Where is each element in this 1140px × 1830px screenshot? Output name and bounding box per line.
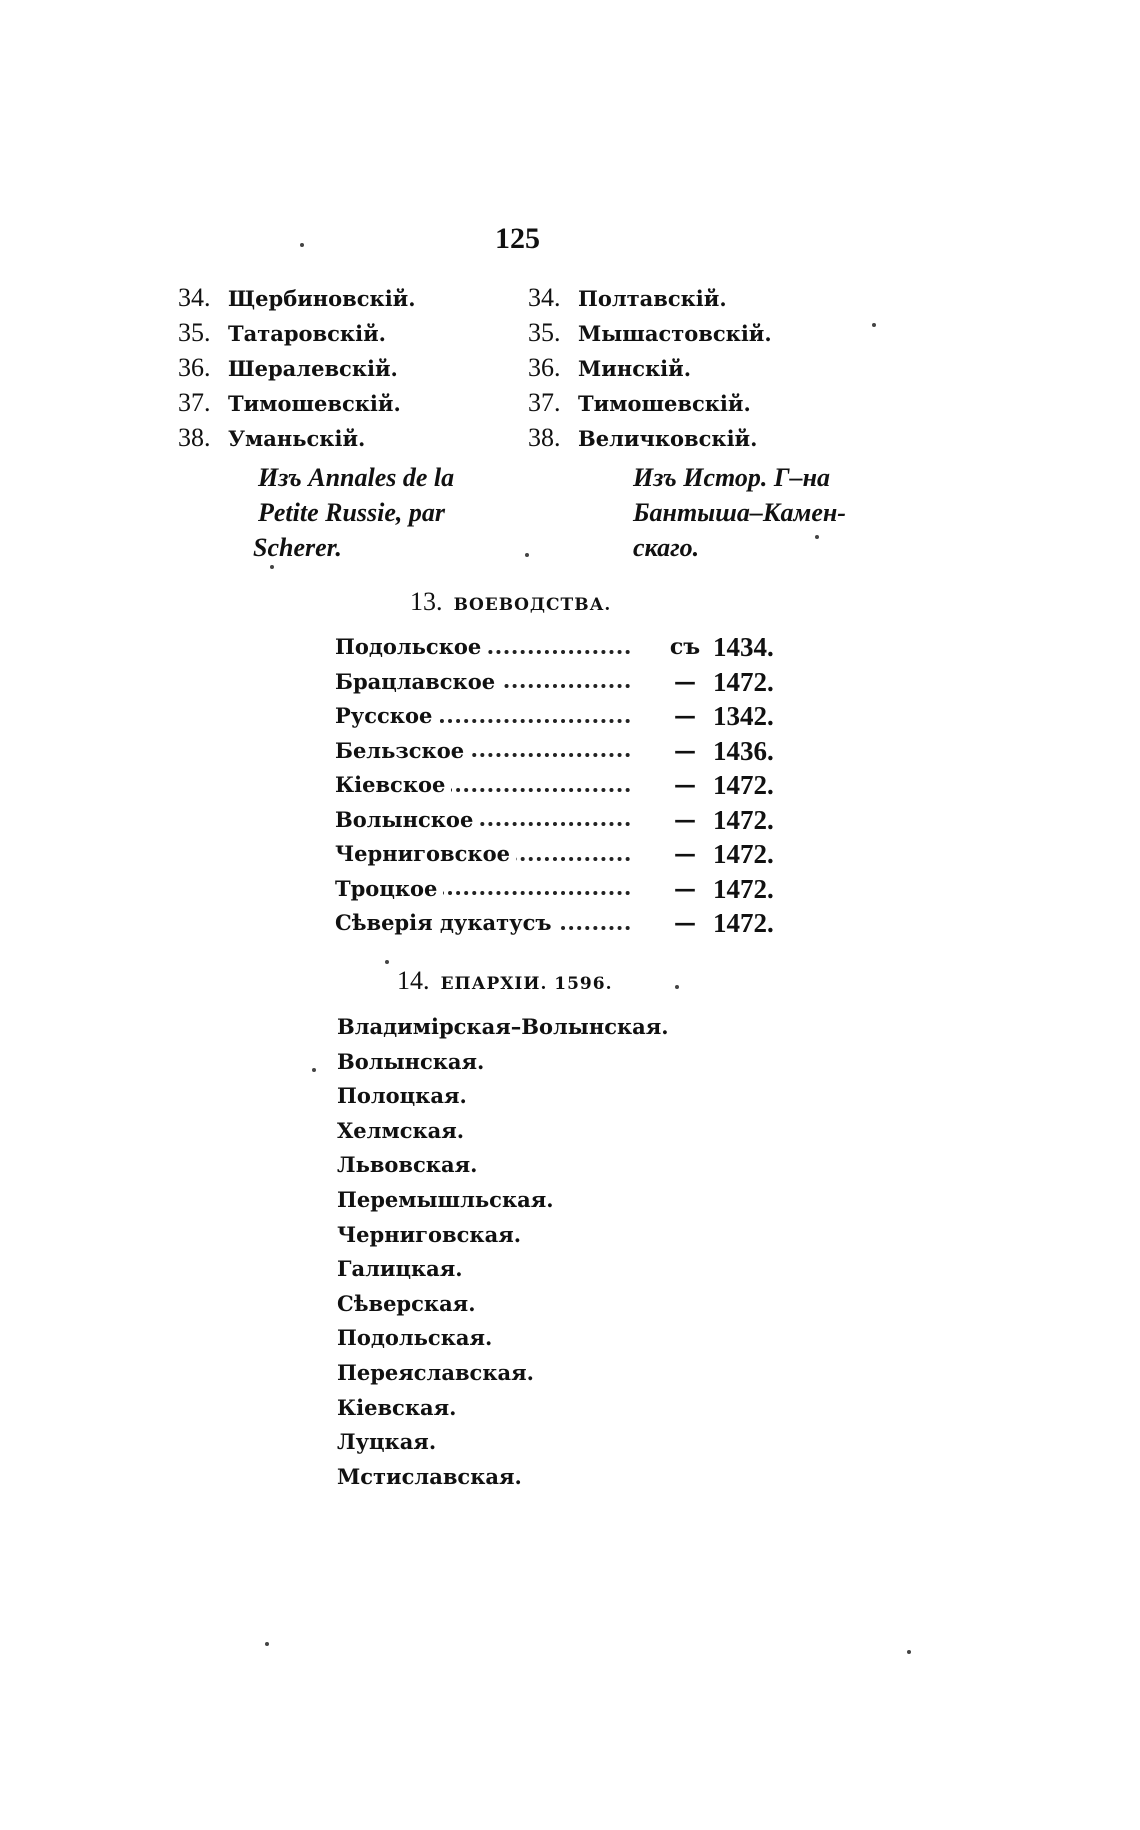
item-name: Тимошевскій. bbox=[228, 391, 401, 416]
year: 1472. bbox=[713, 839, 774, 869]
list-item bbox=[178, 385, 416, 420]
year: 1472. bbox=[713, 873, 774, 904]
source-line: Изъ Annales de la bbox=[258, 463, 455, 492]
list-item bbox=[528, 315, 772, 350]
item-number: 38. bbox=[528, 423, 561, 452]
year-prefix: съ bbox=[669, 634, 701, 660]
list-item: Луцкая. bbox=[337, 1429, 437, 1455]
right-column-list bbox=[528, 280, 772, 455]
table-row bbox=[335, 872, 780, 907]
item-name: Полтавскій. bbox=[578, 286, 727, 311]
list-item: Львовская. bbox=[337, 1152, 478, 1178]
voivodeship-name: Троцкое bbox=[335, 876, 443, 901]
source-line: Petite Russie, par bbox=[258, 498, 446, 527]
year: 1342. bbox=[713, 701, 774, 731]
year-prefix: — bbox=[674, 910, 696, 936]
source-line: Изъ Истор. Г–на bbox=[633, 463, 831, 492]
eparchies-list bbox=[337, 1010, 669, 1494]
scan-speck bbox=[385, 960, 389, 964]
left-source-note bbox=[253, 460, 455, 565]
voivodeships-list bbox=[335, 630, 780, 941]
list-item: Переяславская. bbox=[337, 1359, 534, 1385]
list-item bbox=[528, 350, 772, 385]
section-number: 13. bbox=[410, 587, 443, 616]
year: 1434. bbox=[713, 632, 774, 662]
year-prefix: — bbox=[674, 703, 696, 729]
list-item: Галицкая. bbox=[337, 1256, 463, 1282]
table-row bbox=[335, 734, 780, 769]
right-source-note bbox=[633, 460, 846, 565]
voivodeship-name: Волынское bbox=[335, 807, 479, 832]
section-number: 14. bbox=[397, 966, 430, 995]
source-line: скаго. bbox=[633, 533, 700, 562]
voivodeship-name: Кіевское bbox=[335, 772, 451, 797]
year: 1472. bbox=[713, 908, 774, 938]
item-name: Величковскій. bbox=[578, 426, 758, 451]
scan-speck bbox=[525, 553, 529, 557]
list-item: Хелмская. bbox=[337, 1117, 465, 1143]
list-item: Подольская. bbox=[337, 1325, 493, 1351]
voivodeship-name: Черниговское bbox=[335, 841, 516, 866]
section-14-heading bbox=[397, 966, 613, 996]
item-number: 35. bbox=[528, 318, 561, 347]
item-number: 38. bbox=[178, 423, 211, 452]
scan-speck bbox=[300, 243, 304, 247]
list-item bbox=[178, 350, 416, 385]
section-13-heading bbox=[410, 587, 611, 617]
list-item: Черниговская. bbox=[337, 1221, 522, 1247]
list-item: Сѣверская. bbox=[337, 1290, 476, 1316]
list-item: Полоцкая. bbox=[337, 1083, 467, 1109]
scan-speck bbox=[872, 323, 876, 327]
source-line: Scherer. bbox=[253, 533, 342, 562]
table-row bbox=[335, 768, 780, 803]
list-item: Мстиславская. bbox=[337, 1463, 522, 1489]
list-item bbox=[528, 420, 772, 455]
year: 1436. bbox=[713, 735, 774, 766]
table-row bbox=[335, 630, 780, 665]
item-name: Татаровскій. bbox=[228, 321, 386, 346]
scan-speck bbox=[675, 985, 679, 989]
item-number: 36. bbox=[528, 353, 561, 382]
list-item: Владимірская–Волынская. bbox=[337, 1014, 669, 1039]
item-number: 37. bbox=[528, 388, 561, 417]
year: 1472. bbox=[713, 804, 774, 835]
year-prefix: — bbox=[674, 737, 696, 764]
voivodeship-name: Бельзское bbox=[335, 738, 470, 763]
left-column-list bbox=[178, 280, 416, 455]
table-row bbox=[335, 665, 780, 700]
list-item: Перемышльская. bbox=[337, 1186, 554, 1212]
item-name: Минскій. bbox=[578, 356, 692, 381]
table-row bbox=[335, 837, 780, 872]
year-prefix: — bbox=[674, 806, 696, 833]
list-item bbox=[178, 280, 416, 315]
section-title: ЕПАРХІИ. 1596. bbox=[440, 974, 613, 994]
table-row bbox=[335, 906, 780, 941]
year-prefix: — bbox=[674, 668, 696, 695]
item-number: 35. bbox=[178, 318, 211, 347]
item-number: 34. bbox=[178, 283, 211, 312]
item-number: 34. bbox=[528, 283, 561, 312]
item-name: Мышастовскій. bbox=[578, 321, 772, 346]
item-name: Тимошевскій. bbox=[578, 391, 751, 416]
scan-speck bbox=[312, 1068, 316, 1072]
voivodeship-name: Сѣверія дукатусъ bbox=[335, 910, 557, 935]
table-row bbox=[335, 699, 780, 734]
voivodeship-name: Брацлавское bbox=[335, 669, 501, 694]
list-item: Волынская. bbox=[337, 1048, 485, 1074]
item-name: Шералевскій. bbox=[228, 356, 398, 381]
item-name: Уманьскій. bbox=[228, 426, 366, 451]
item-number: 37. bbox=[178, 388, 211, 417]
scan-speck bbox=[270, 565, 274, 569]
year: 1472. bbox=[713, 666, 774, 697]
scan-speck bbox=[265, 1642, 269, 1646]
list-item bbox=[178, 420, 416, 455]
item-number: 36. bbox=[178, 353, 211, 382]
scan-speck bbox=[815, 535, 819, 539]
list-item bbox=[178, 315, 416, 350]
year-prefix: — bbox=[674, 772, 696, 798]
list-item bbox=[528, 385, 772, 420]
table-row bbox=[335, 803, 780, 838]
voivodeship-name: Подольское bbox=[335, 634, 487, 659]
item-name: Щербиновскій. bbox=[228, 286, 416, 311]
scan-speck bbox=[907, 1650, 911, 1654]
year-prefix: — bbox=[674, 875, 696, 902]
list-item bbox=[528, 280, 772, 315]
section-title: ВОЕВОДСТВА. bbox=[453, 595, 612, 615]
page-number: 125 bbox=[495, 222, 540, 255]
year: 1472. bbox=[713, 770, 774, 800]
source-line: Бантыша–Камен- bbox=[633, 498, 846, 527]
year-prefix: — bbox=[674, 841, 696, 867]
list-item: Кіевская. bbox=[337, 1394, 457, 1420]
voivodeship-name: Русское bbox=[335, 703, 438, 728]
